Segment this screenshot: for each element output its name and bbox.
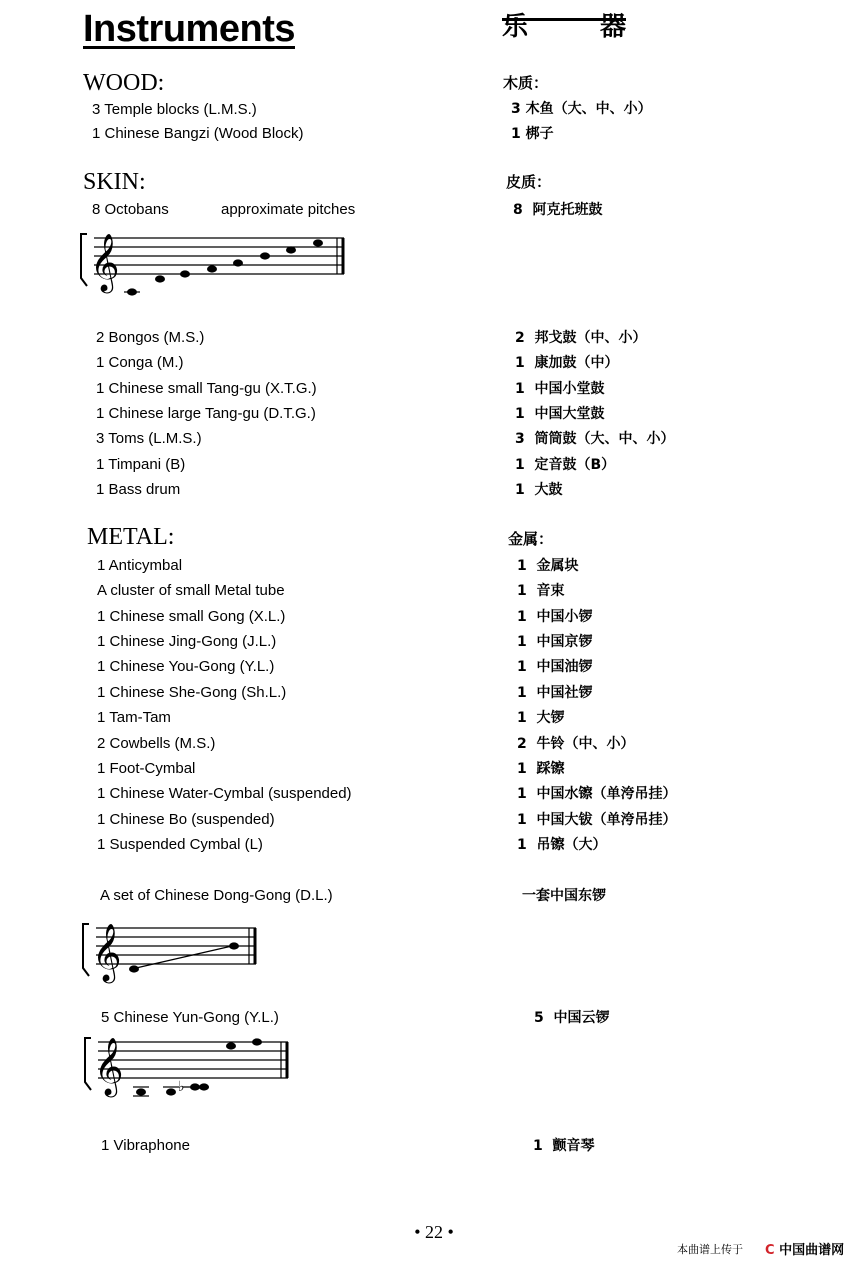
instrument-label: 2 Cowbells (M.S.) [97,735,216,752]
instrument-label: 1 Conga (M.) [96,354,184,371]
instrument-label-zh: 1 音束 [517,583,565,599]
dong-gong-staff [80,920,270,980]
instrument-label: 1 Chinese You-Gong (Y.L.) [97,658,275,675]
instrument-label-zh: 1 中国水镲（单洿吊挂） [517,786,677,802]
source-note: 本曲谱上传于 [677,1243,743,1256]
instrument-label: 1 Suspended Cymbal (L) [97,836,263,853]
svg-text:♭: ♭ [178,1079,185,1095]
instrument-label: 1 Timpani (B) [96,456,186,473]
instrument-label-zh: 5 中国云锣 [534,1010,610,1026]
instrument-label-zh: 3 筒筒鼓（大、中、小） [515,431,675,447]
svg-text:𝄞: 𝄞 [90,233,120,291]
site-logo [765,1239,844,1258]
page-title-zh-char: 器 [599,12,626,42]
instrument-label: 1 Chinese large Tang-gu (D.T.G.) [96,405,316,422]
instrument-label-zh: 1 大鼓 [515,482,563,498]
instrument-label-zh: 1 康加鼓（中） [515,355,619,371]
section-heading-metal: METAL: [87,524,175,550]
pitch-note: approximate pitches [221,201,356,218]
instrument-label-zh: 1 梆子 [511,126,554,142]
page-title-zh [502,12,626,42]
instrument-label: 1 Chinese small Tang-gu (X.T.G.) [96,380,317,397]
yun-gong-staff [82,1034,302,1104]
instrument-label-zh: 一套中国东锣 [522,888,606,904]
section-heading-skin-zh: 皮质： [506,173,552,191]
instrument-label-zh: 2 牛铃（中、小） [517,736,635,752]
instrument-label-zh: 1 中国小锣 [517,609,593,625]
section-heading-metal-zh: 金属： [508,530,554,548]
instrument-label: A cluster of small Metal tube [97,582,285,599]
svg-text:𝄞: 𝄞 [94,1037,124,1095]
site-logo-icon: C [765,1243,775,1258]
section-heading-wood-zh: 木质： [503,74,549,92]
instrument-label-zh: 8 阿克托班鼓 [513,202,603,218]
instrument-label: 8 Octobans [92,201,169,218]
instrument-label: 2 Bongos (M.S.) [96,329,205,346]
instrument-label: 1 Tam-Tam [97,709,171,726]
page-title-zh-char: 乐 [502,12,529,42]
instrument-label: 1 Chinese Water-Cymbal (suspended) [97,785,352,802]
svg-text:𝄞: 𝄞 [92,923,122,981]
section-heading-skin: SKIN: [83,169,146,195]
instrument-label-zh: 1 大锣 [517,710,565,726]
instrument-label-zh: 1 中国小堂鼓 [515,381,605,397]
instrument-label: 3 Toms (L.M.S.) [96,430,202,447]
instrument-label: 3 Temple blocks (L.M.S.) [92,101,257,118]
section-heading-wood: WOOD: [83,70,165,96]
instrument-label: A set of Chinese Dong-Gong (D.L.) [100,887,333,904]
instrument-label: 1 Foot-Cymbal [97,760,196,777]
site-name: 中国曲谱网 [779,1243,845,1258]
instrument-label-zh: 1 金属块 [517,558,579,574]
instrument-label-zh: 3 木鱼（大、中、小） [511,101,652,117]
page-number: • 22 • [414,1222,454,1242]
instrument-label: 1 Vibraphone [101,1137,190,1154]
instrument-label-zh: 1 中国大堂鼓 [515,406,605,422]
instrument-label-zh: 1 中国京锣 [517,634,593,650]
instrument-label: 5 Chinese Yun-Gong (Y.L.) [101,1009,279,1026]
instrument-label-zh: 1 颤音琴 [533,1138,595,1154]
instrument-label: 1 Anticymbal [97,557,183,574]
instrument-label: 1 Chinese Jing-Gong (J.L.) [97,633,277,650]
instrument-label-zh: 1 踩镲 [517,761,565,777]
instrument-label-zh: 1 中国大钹（单洿吊挂） [517,812,677,828]
instrument-label: 1 Chinese small Gong (X.L.) [97,608,286,625]
instrument-label-zh: 1 吊镲（大） [517,837,607,853]
instrument-label: 1 Chinese She-Gong (Sh.L.) [97,684,287,701]
instrument-label: 1 Chinese Bo (suspended) [97,811,275,828]
page-title: Instruments [83,8,295,50]
instrument-label: 1 Bass drum [96,481,181,498]
instrument-label: 1 Chinese Bangzi (Wood Block) [92,125,304,142]
instrument-label-zh: 1 中国社锣 [517,685,593,701]
instrument-label-zh: 1 定音鼓（B） [515,457,616,473]
octobans-staff [78,230,358,300]
instrument-label-zh: 1 中国油锣 [517,659,593,675]
instrument-label-zh: 2 邦戈鼓（中、小） [515,330,647,346]
